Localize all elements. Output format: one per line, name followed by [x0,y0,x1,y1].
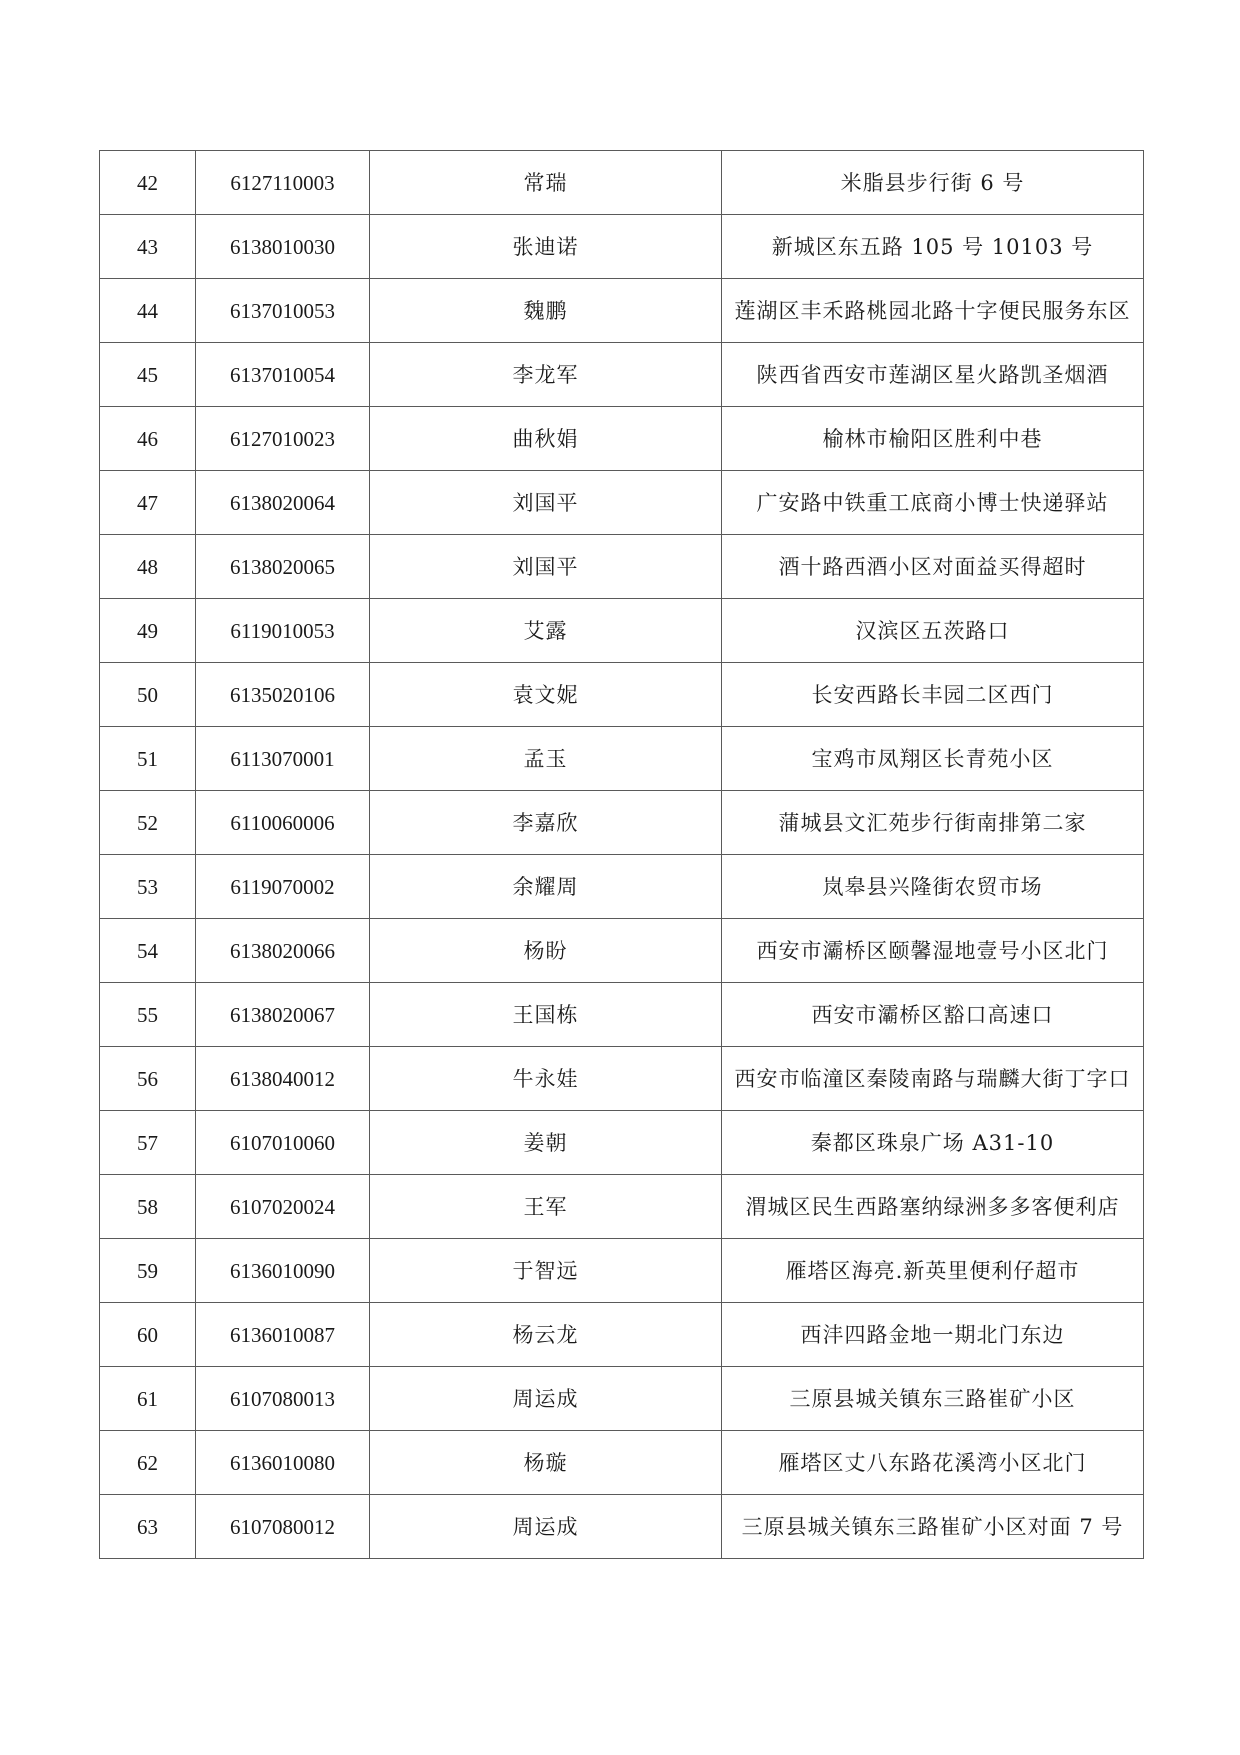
table-row [100,663,1144,727]
outlet-code: 6127010023 [196,407,370,471]
person-name: 李龙军 [370,343,722,407]
person-name: 王军 [370,1175,722,1239]
person-name: 刘国平 [370,535,722,599]
row-number: 61 [100,1367,196,1431]
address: 莲湖区丰禾路桃园北路十字便民服务东区 [722,279,1144,343]
address: 三原县城关镇东三路崔矿小区 [722,1367,1144,1431]
row-number: 52 [100,791,196,855]
outlet-code: 6107080012 [196,1495,370,1559]
table-row [100,535,1144,599]
address: 广安路中铁重工底商小博士快递驿站 [722,471,1144,535]
person-name: 常瑞 [370,151,722,215]
person-name: 杨盼 [370,919,722,983]
row-number: 46 [100,407,196,471]
outlet-code: 6119070002 [196,855,370,919]
person-name: 刘国平 [370,471,722,535]
person-name: 李嘉欣 [370,791,722,855]
address: 秦都区珠泉广场 A31-10 [722,1111,1144,1175]
row-number: 58 [100,1175,196,1239]
row-number: 59 [100,1239,196,1303]
person-name: 周运成 [370,1367,722,1431]
row-number: 63 [100,1495,196,1559]
roster-table [99,150,1144,1559]
table-row [100,1431,1144,1495]
person-name: 杨璇 [370,1431,722,1495]
outlet-code: 6138020067 [196,983,370,1047]
address: 蒲城县文汇苑步行街南排第二家 [722,791,1144,855]
address: 渭城区民生西路塞纳绿洲多多客便利店 [722,1175,1144,1239]
row-number: 49 [100,599,196,663]
row-number: 60 [100,1303,196,1367]
row-number: 47 [100,471,196,535]
outlet-code: 6119010053 [196,599,370,663]
outlet-code: 6138020064 [196,471,370,535]
row-number: 45 [100,343,196,407]
table-row [100,727,1144,791]
address: 汉滨区五茨路口 [722,599,1144,663]
person-name: 孟玉 [370,727,722,791]
table-row [100,407,1144,471]
address: 米脂县步行街 6 号 [722,151,1144,215]
address: 新城区东五路 105 号 10103 号 [722,215,1144,279]
address: 陕西省西安市莲湖区星火路凯圣烟酒 [722,343,1144,407]
row-number: 54 [100,919,196,983]
row-number: 48 [100,535,196,599]
roster-table-body [100,151,1144,1559]
outlet-code: 6113070001 [196,727,370,791]
address: 岚皋县兴隆街农贸市场 [722,855,1144,919]
person-name: 牛永娃 [370,1047,722,1111]
row-number: 57 [100,1111,196,1175]
person-name: 姜朝 [370,1111,722,1175]
address: 榆林市榆阳区胜利中巷 [722,407,1144,471]
person-name: 杨云龙 [370,1303,722,1367]
table-row [100,599,1144,663]
row-number: 51 [100,727,196,791]
address: 宝鸡市凤翔区长青苑小区 [722,727,1144,791]
person-name: 张迪诺 [370,215,722,279]
row-number: 53 [100,855,196,919]
outlet-code: 6107010060 [196,1111,370,1175]
address: 西安市灞桥区豁口高速口 [722,983,1144,1047]
table-row [100,215,1144,279]
address: 西安市灞桥区颐馨湿地壹号小区北门 [722,919,1144,983]
table-row [100,1303,1144,1367]
table-row [100,1175,1144,1239]
outlet-code: 6136010087 [196,1303,370,1367]
row-number: 44 [100,279,196,343]
outlet-code: 6110060006 [196,791,370,855]
person-name: 余耀周 [370,855,722,919]
table-row [100,1239,1144,1303]
row-number: 43 [100,215,196,279]
outlet-code: 6138020065 [196,535,370,599]
address: 三原县城关镇东三路崔矿小区对面 7 号 [722,1495,1144,1559]
outlet-code: 6107020024 [196,1175,370,1239]
row-number: 50 [100,663,196,727]
person-name: 王国栋 [370,983,722,1047]
table-row [100,279,1144,343]
outlet-code: 6107080013 [196,1367,370,1431]
outlet-code: 6137010054 [196,343,370,407]
outlet-code: 6138020066 [196,919,370,983]
table-row [100,1495,1144,1559]
outlet-code: 6127110003 [196,151,370,215]
outlet-code: 6136010080 [196,1431,370,1495]
row-number: 42 [100,151,196,215]
person-name: 艾露 [370,599,722,663]
address: 雁塔区海亮.新英里便利仔超市 [722,1239,1144,1303]
table-row [100,791,1144,855]
table-row [100,919,1144,983]
outlet-code: 6136010090 [196,1239,370,1303]
address: 雁塔区丈八东路花溪湾小区北门 [722,1431,1144,1495]
table-row [100,343,1144,407]
person-name: 周运成 [370,1495,722,1559]
table-row [100,1111,1144,1175]
table-row [100,151,1144,215]
address: 西安市临潼区秦陵南路与瑞麟大街丁字口 [722,1047,1144,1111]
outlet-code: 6138010030 [196,215,370,279]
row-number: 62 [100,1431,196,1495]
person-name: 袁文妮 [370,663,722,727]
person-name: 曲秋娟 [370,407,722,471]
row-number: 55 [100,983,196,1047]
row-number: 56 [100,1047,196,1111]
table-row [100,1047,1144,1111]
outlet-code: 6135020106 [196,663,370,727]
person-name: 于智远 [370,1239,722,1303]
outlet-code: 6137010053 [196,279,370,343]
person-name: 魏鹏 [370,279,722,343]
table-row [100,983,1144,1047]
table-row [100,1367,1144,1431]
table-row [100,471,1144,535]
address: 西沣四路金地一期北门东边 [722,1303,1144,1367]
address: 酒十路西酒小区对面益买得超时 [722,535,1144,599]
outlet-code: 6138040012 [196,1047,370,1111]
address: 长安西路长丰园二区西门 [722,663,1144,727]
table-row [100,855,1144,919]
